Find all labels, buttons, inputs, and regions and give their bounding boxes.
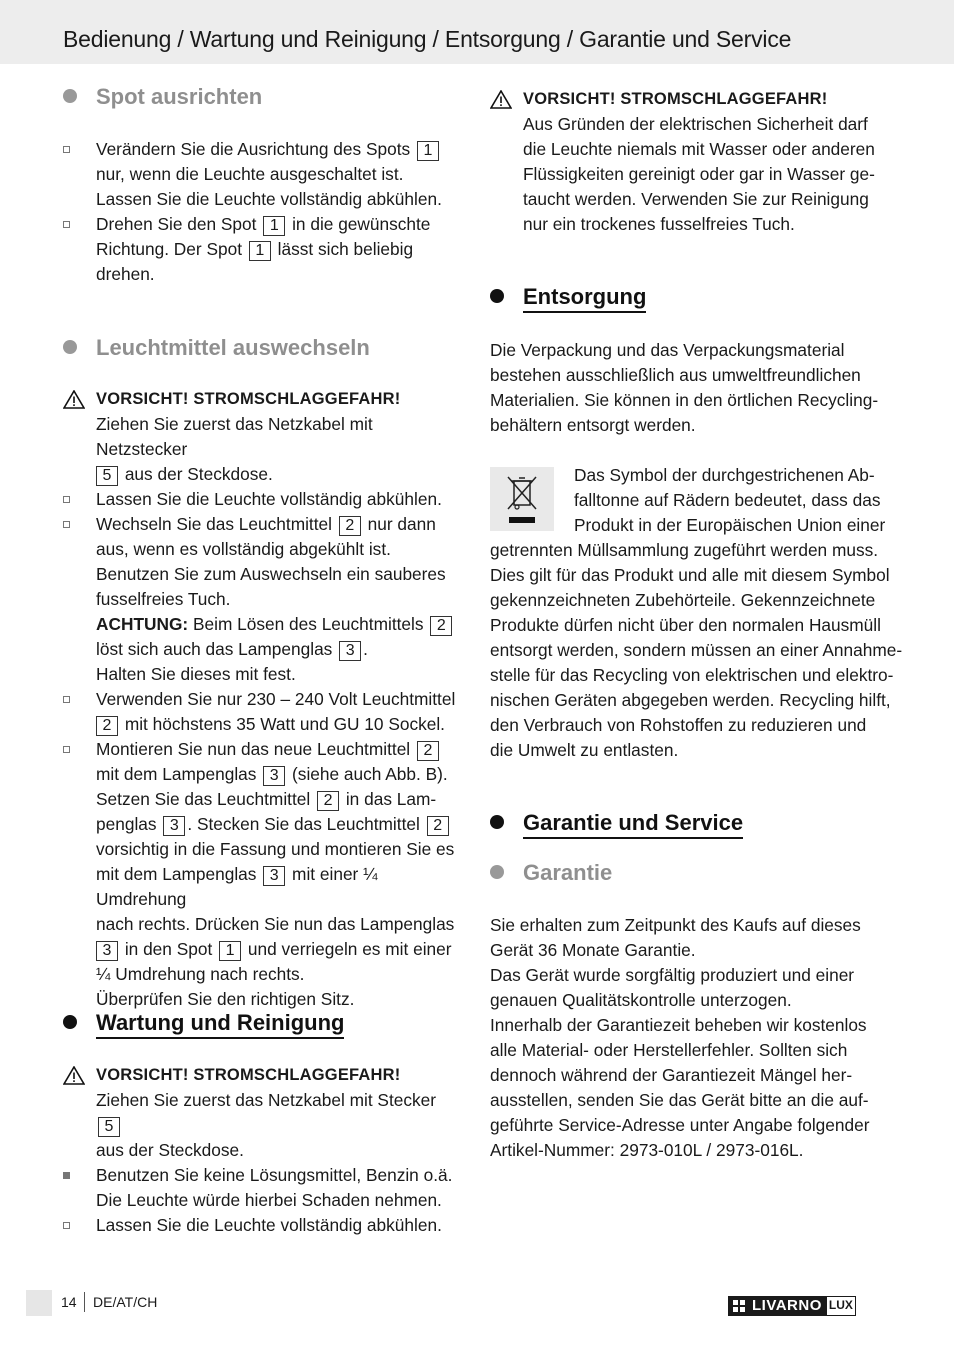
list-item: Verwenden Sie nur 230 – 240 Volt Leuchtmittel 2 mit höchstens 35 Watt und GU 10 Sockel. bbox=[63, 687, 463, 737]
part-ref: 3 bbox=[339, 641, 361, 661]
list-item: Wechseln Sie das Leuchtmittel 2 nur dann aus, wenn es vollständig abgekühlt ist. Benutzen Sie zum Auswechseln ein sauberes fusselfreies Tuch. ACHTUNG: Beim Lösen des Leuchtmittels 2 löst sich auch das Lampenglas 3 . Halten Sie dieses mit fest. bbox=[63, 512, 463, 687]
heading-leuchtmittel-auswechseln: Leuchtmittel auswechseln bbox=[63, 335, 370, 361]
part-ref: 2 bbox=[96, 716, 118, 736]
part-ref: 2 bbox=[339, 516, 361, 536]
garantie-paragraph: Sie erhalten zum Zeitpunkt des Kaufs auf dieses Gerät 36 Monate Garantie. Das Gerät wurde sorgfältig produziert und einer genauen Qualitätskontrolle unterzogen. Innerhalb der Garantiezeit beheben wir kostenlos alle Material- oder Herstellerfehler. Sollten sich dennoch während der Garantiezeit Mängel her- ausstellen, senden Sie das Gerät bitte an die auf- geführte Service-Adresse unter Angabe folgender Artikel-Nummer: 2973-010L / 2973-016L. bbox=[490, 915, 870, 1160]
livarno-lux-logo: LIVARNO LUX bbox=[728, 1296, 856, 1316]
warning-triangle-icon bbox=[63, 390, 85, 409]
entsorgung-paragraph-2-beside: Das Symbol der durchgestrichenen Ab- falltonne auf Rädern bedeutet, dass das Produkt in der Europäischen Union einer bbox=[574, 465, 886, 535]
right-warning-block bbox=[490, 87, 900, 237]
part-ref: 3 bbox=[96, 941, 118, 961]
list-item: Montieren Sie nun das neue Leuchtmittel 2 mit dem Lampenglas 3 (siehe auch Abb. B). Setzen Sie das Leuchtmittel 2 in das Lam- penglas 3 . Stecken Sie das Leuchtmittel 2 vorsichtig in die Fassung und montieren Sie es mit dem Lampenglas 3 mit einer ¼ Umdrehung nach rechts. Drücken Sie nun das Lampenglas 3 in den Spot 1 und verriegeln es mit einer ¼ Umdrehung nach rechts. Überprüfen Sie den richtigen Sitz. bbox=[63, 737, 463, 1012]
checkbox-bullet-icon bbox=[63, 746, 70, 753]
attention-label: ACHTUNG: bbox=[96, 614, 189, 634]
logo-grid-icon bbox=[733, 1300, 745, 1312]
part-ref: 2 bbox=[427, 816, 449, 836]
entsorgung-paragraph-1: Die Verpackung und das Verpackungsmaterial bestehen ausschließlich aus umweltfreundlichen Materialien. Sie können in den örtlichen Recycling- behältern entsorgt werden. bbox=[490, 340, 879, 435]
warning-triangle-icon bbox=[63, 1066, 85, 1085]
page-header-title: Bedienung / Wartung und Reinigung / Entsorgung / Garantie und Service bbox=[63, 26, 792, 52]
warning-block: VORSICHT! STROMSCHLAGGEFAHR! Ziehen Sie zuerst das Netzkabel mit Netzstecker 5 aus der Steckdose. bbox=[63, 387, 463, 487]
part-ref: 3 bbox=[263, 866, 285, 886]
square-bullet-icon bbox=[63, 1172, 70, 1179]
heading-garantie-und-service: Garantie und Service bbox=[490, 810, 743, 836]
heading-bullet-icon bbox=[63, 340, 77, 354]
checkbox-bullet-icon bbox=[63, 521, 70, 528]
heading-bullet-icon bbox=[490, 865, 504, 879]
checkbox-bullet-icon bbox=[63, 1222, 70, 1229]
page-number: 14 bbox=[61, 1294, 77, 1310]
list-item: Lassen Sie die Leuchte vollständig abkühlen. bbox=[63, 1213, 463, 1238]
wartung-instructions bbox=[63, 1063, 463, 1238]
warning-block: VORSICHT! STROMSCHLAGGEFAHR! Ziehen Sie zuerst das Netzkabel mit Stecker 5 aus der Steckdose. bbox=[63, 1063, 463, 1163]
checkbox-bullet-icon bbox=[63, 146, 70, 153]
part-ref: 2 bbox=[430, 616, 452, 636]
heading-bullet-icon bbox=[490, 289, 504, 303]
list-item: Verändern Sie die Ausrichtung des Spots 1 nur, wenn die Leuchte ausgeschaltet ist. Lassen Sie die Leuchte vollständig abkühlen. bbox=[63, 137, 463, 212]
heading-spot-ausrichten: Spot ausrichten bbox=[63, 84, 262, 110]
part-ref: 1 bbox=[263, 216, 285, 236]
warning-label: VORSICHT! STROMSCHLAGGEFAHR! bbox=[96, 390, 401, 408]
warning-label: VORSICHT! STROMSCHLAGGEFAHR! bbox=[96, 1066, 401, 1084]
part-ref: 1 bbox=[219, 941, 241, 961]
heading-bullet-icon bbox=[63, 1015, 77, 1029]
list-item: Benutzen Sie keine Lösungsmittel, Benzin o.ä. Die Leuchte würde hierbei Schaden nehmen. bbox=[63, 1163, 463, 1213]
part-ref: 2 bbox=[417, 741, 439, 761]
checkbox-bullet-icon bbox=[63, 696, 70, 703]
checkbox-bullet-icon bbox=[63, 496, 70, 503]
part-ref: 5 bbox=[96, 466, 118, 486]
heading-bullet-icon bbox=[63, 89, 77, 103]
warning-triangle-icon bbox=[490, 90, 512, 109]
warning-block: VORSICHT! STROMSCHLAGGEFAHR! Aus Gründen der elektrischen Sicherheit darf die Leuchte niemals mit Wasser oder anderen Flüssigkeiten gereinigt oder gar in Wasser ge- taucht werden. Verwenden Sie zur Reinigung nur ein trockenes fusselfreies Tuch. bbox=[490, 87, 900, 237]
heading-garantie: Garantie bbox=[490, 860, 612, 886]
entsorgung-paragraph-2: getrennten Müllsammlung zugeführt werden muss. Dies gilt für das Produkt und alle mit diesem Symbol gekennzeichneten Zubehörteile. Gekennzeichnete Produkte dürfen nicht über den normalen Hausmüll entsorgt werden, sondern müssen an einer Annahme- stelle für das Recycling von elektrischen und elektro- nischen Geräten abgegeben werden. Recycling hilft, den Verbrauch von Rohstoffen zu reduzieren und die Umwelt zu entlasten. bbox=[490, 540, 903, 760]
footer-divider bbox=[84, 1292, 85, 1312]
part-ref: 3 bbox=[263, 766, 285, 786]
lamp-instructions bbox=[63, 387, 463, 1012]
part-ref: 1 bbox=[417, 141, 439, 161]
footer-page-marker bbox=[26, 1290, 52, 1316]
footer-language: DE/AT/CH bbox=[93, 1294, 158, 1310]
warning-label: VORSICHT! STROMSCHLAGGEFAHR! bbox=[523, 90, 828, 108]
header-band bbox=[0, 0, 954, 64]
list-item: Drehen Sie den Spot 1 in die gewünschte Richtung. Der Spot 1 lässt sich beliebig drehen. bbox=[63, 212, 463, 287]
heading-bullet-icon bbox=[490, 815, 504, 829]
heading-wartung-und-reinigung: Wartung und Reinigung bbox=[63, 1010, 344, 1036]
list-item: Lassen Sie die Leuchte vollständig abkühlen. bbox=[63, 487, 463, 512]
crossed-out-wheelie-bin-icon bbox=[490, 467, 554, 531]
part-ref: 1 bbox=[249, 241, 271, 261]
spot-instructions bbox=[63, 137, 463, 287]
part-ref: 5 bbox=[98, 1117, 120, 1137]
heading-entsorgung: Entsorgung bbox=[490, 284, 646, 310]
part-ref: 2 bbox=[317, 791, 339, 811]
part-ref: 3 bbox=[163, 816, 185, 836]
checkbox-bullet-icon bbox=[63, 221, 70, 228]
